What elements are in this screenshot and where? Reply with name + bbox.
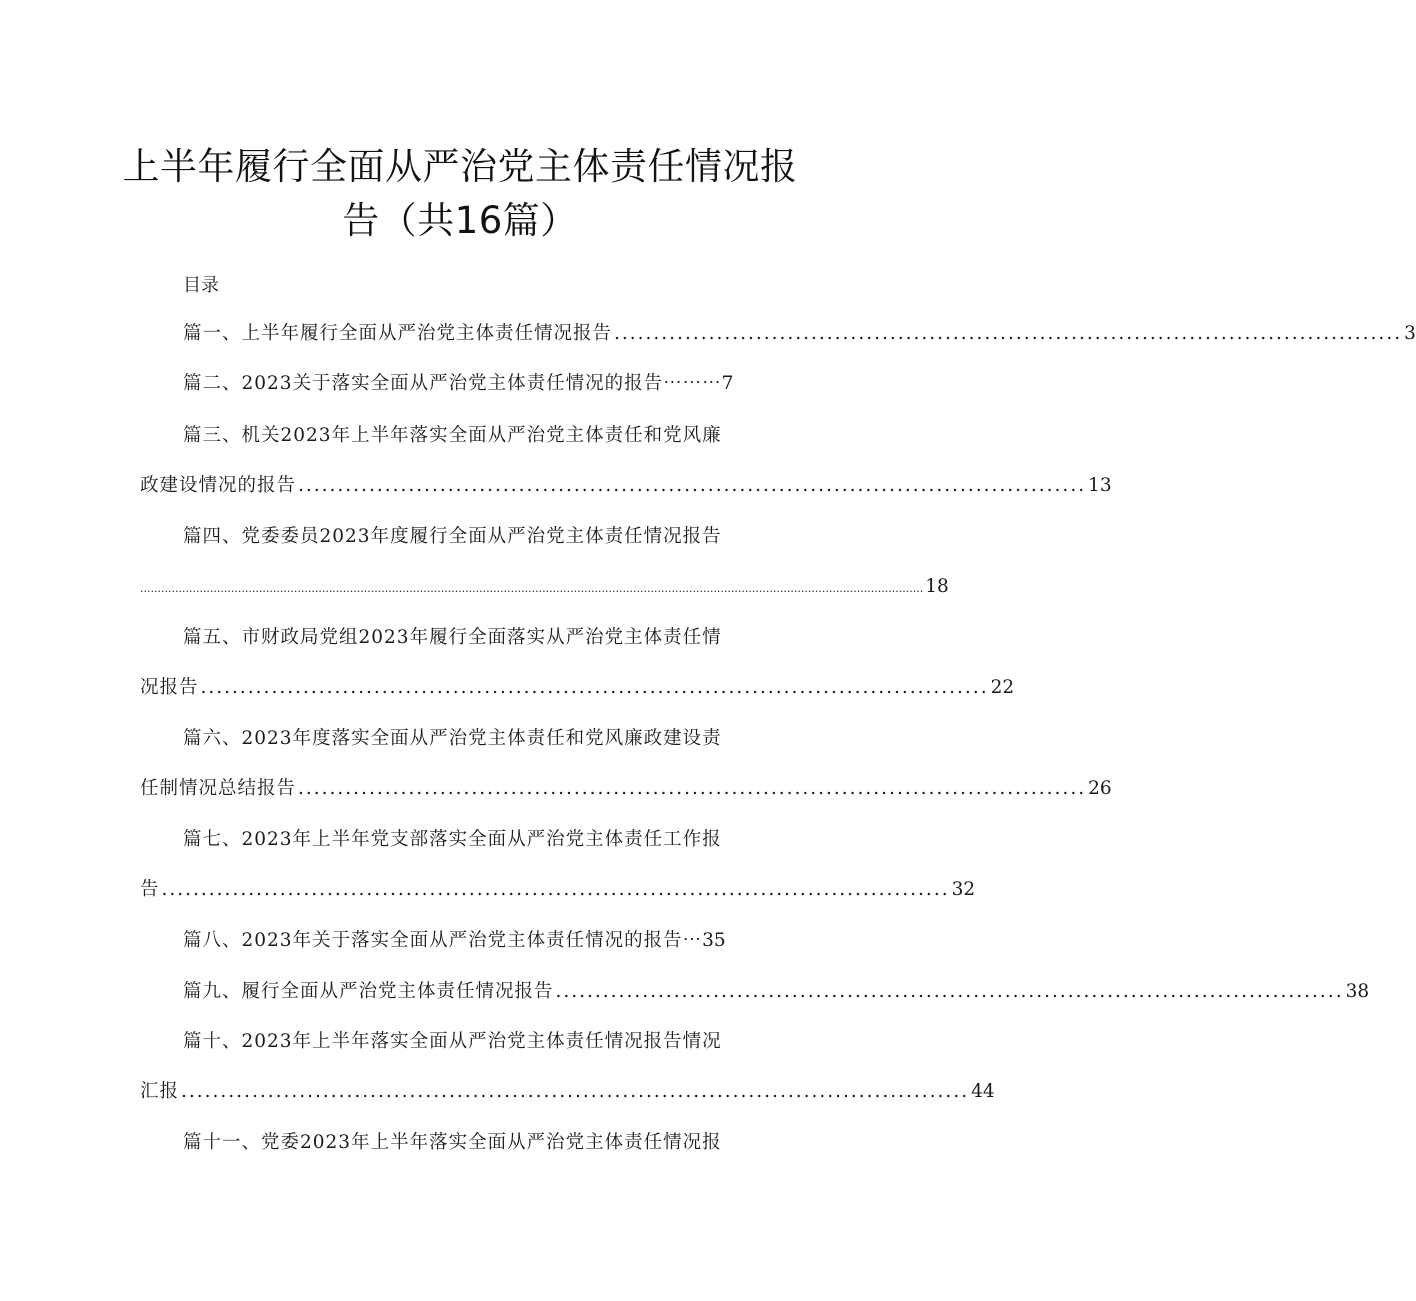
- toc-leader-dots: ....................................................................................................: [298, 778, 1087, 799]
- toc-entry-6[interactable]: [183, 724, 722, 754]
- toc-page-number: 22: [990, 677, 1015, 698]
- document-title-line-2: 告（共16篇）: [342, 199, 578, 242]
- toc-entry-1[interactable]: [183, 319, 1416, 349]
- toc-entry-text: 篇三、机关2023年上半年落实全面从严治党主体责任和党风廉: [183, 425, 722, 446]
- toc-entry-text: 篇一、上半年履行全面从严治党主体责任情况报告: [183, 323, 613, 344]
- toc-page-number: 3: [1404, 323, 1416, 344]
- toc-page-number: 7: [721, 373, 734, 394]
- toc-entry-4[interactable]: [183, 522, 722, 552]
- toc-entry-5-continued[interactable]: [140, 673, 1015, 703]
- toc-page-number: 44: [971, 1081, 995, 1102]
- toc-heading: 目录: [183, 275, 219, 296]
- toc-entry-7[interactable]: [183, 825, 722, 855]
- toc-entry-text: 篇九、履行全面从严治党主体责任情况报告: [183, 981, 554, 1002]
- toc-leader-dots: ....................................................................................................: [161, 879, 950, 900]
- toc-entry-text: 篇二、2023关于落实全面从严治党主体责任情况的报告⋯⋯⋯: [183, 373, 722, 394]
- toc-entry-8[interactable]: [183, 926, 726, 956]
- toc-page-number: 32: [951, 879, 976, 900]
- toc-entry-text: 任制情况总结报告: [140, 778, 297, 799]
- document-title-line-1: 上半年履行全面从严治党主体责任情况报: [122, 145, 798, 188]
- toc-entry-10[interactable]: [183, 1027, 722, 1057]
- toc-leader-dots: ....................................................................................................: [298, 475, 1087, 496]
- toc-entry-text: 篇十一、党委2023年上半年落实全面从严治党主体责任情况报: [183, 1132, 722, 1153]
- toc-leader-dots: ....................................................................................................: [200, 677, 989, 698]
- toc-page-number: 26: [1088, 778, 1112, 799]
- toc-entry-11[interactable]: [183, 1128, 722, 1158]
- toc-page-number: 35: [702, 930, 726, 951]
- toc-entry-9[interactable]: [183, 977, 1370, 1007]
- toc-page-number: 13: [1088, 475, 1112, 496]
- toc-entry-text: 篇五、市财政局党组2023年履行全面落实从严治党主体责任情: [183, 627, 722, 648]
- toc-entry-5[interactable]: [183, 623, 722, 653]
- toc-entry-2[interactable]: [183, 369, 733, 399]
- toc-page-number: 38: [1345, 981, 1370, 1002]
- toc-entry-text: 篇六、2023年度落实全面从严治党主体责任和党风廉政建设责: [183, 728, 722, 749]
- toc-leader-dots: ....................................................................................................: [614, 323, 1403, 344]
- toc-entry-3[interactable]: [183, 421, 722, 451]
- toc-entry-text: 汇报: [140, 1081, 180, 1102]
- toc-entry-7-continued[interactable]: [140, 875, 976, 905]
- toc-entry-6-continued[interactable]: [140, 774, 1112, 804]
- toc-entry-text: 篇四、党委委员2023年度履行全面从严治党主体责任情况报告: [183, 526, 722, 547]
- toc-entry-text: 篇七、2023年上半年党支部落实全面从严治党主体责任工作报: [183, 829, 722, 850]
- toc-entry-text: 政建设情况的报告: [140, 475, 297, 496]
- toc-entry-4-continued[interactable]: [140, 572, 949, 602]
- toc-entry-text: 告: [140, 879, 160, 900]
- toc-leader-dots: ....................................................................................................: [555, 981, 1344, 1002]
- toc-entry-text: 况报告: [140, 677, 199, 698]
- toc-entry-text: 篇十、2023年上半年落实全面从严治党主体责任情况报告情况: [183, 1031, 722, 1052]
- toc-page-number: 18: [925, 576, 949, 597]
- toc-leader-dots: ................................................................................................................................................................................................................................: [140, 582, 924, 595]
- toc-entry-3-continued[interactable]: [140, 471, 1112, 501]
- toc-leader-dots: ....................................................................................................: [181, 1081, 970, 1102]
- toc-entry-10-continued[interactable]: [140, 1077, 995, 1107]
- toc-entry-text: 篇八、2023年关于落实全面从严治党主体责任情况的报告⋯: [183, 930, 703, 951]
